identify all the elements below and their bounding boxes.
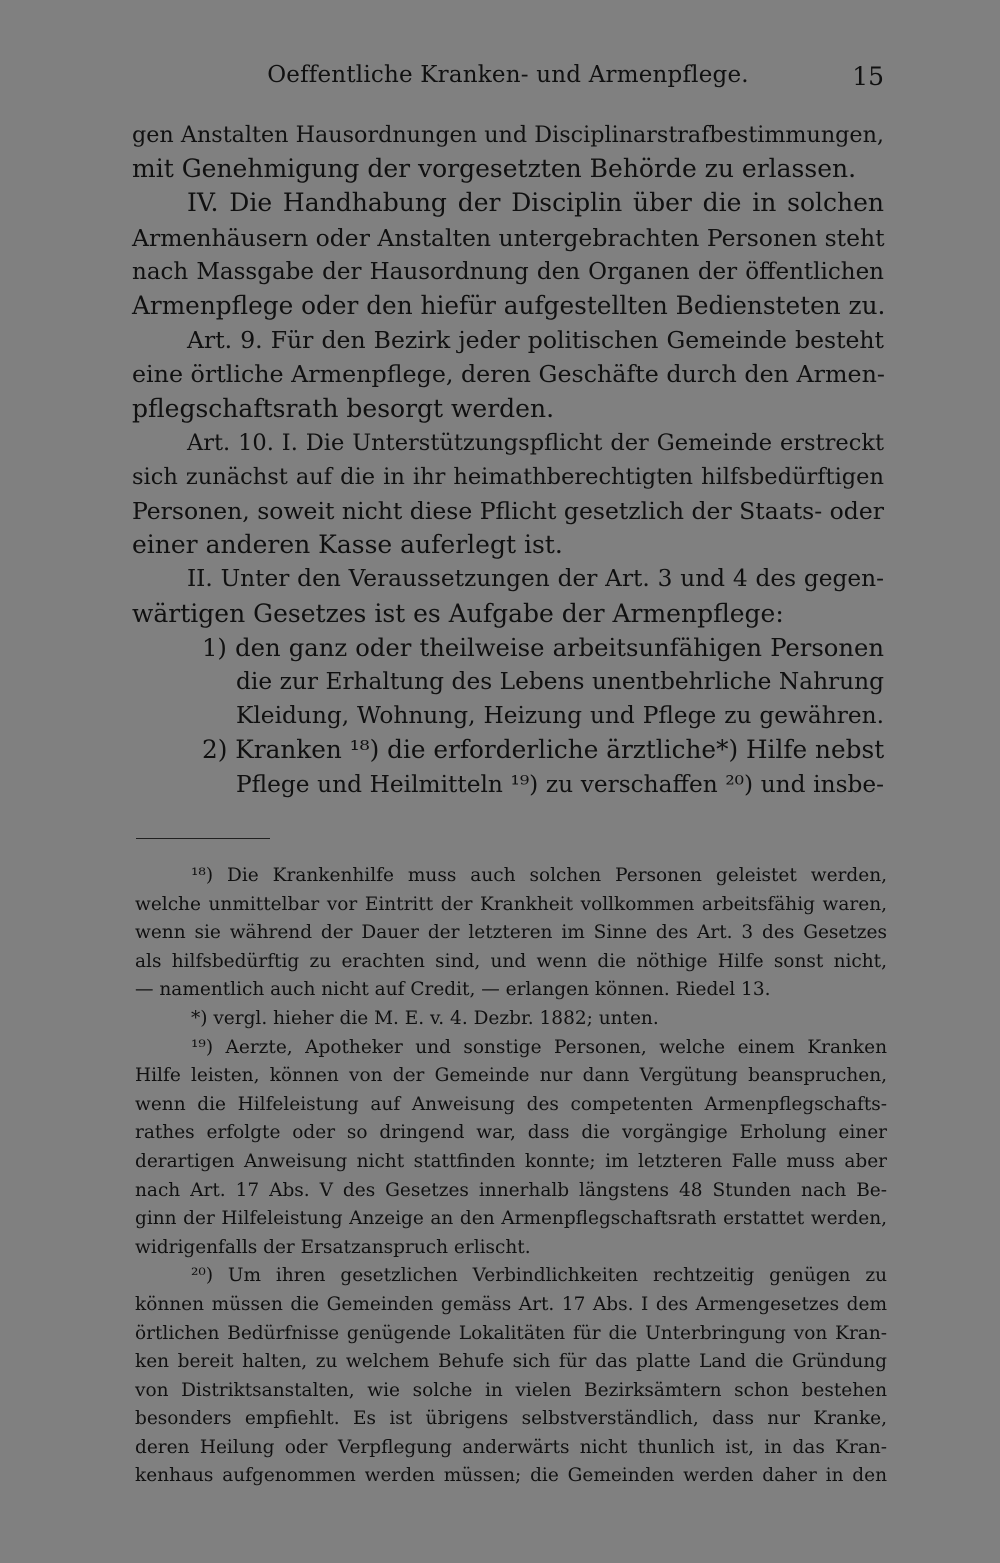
text-line: Armenhäusern oder Anstalten untergebrachten Personen steht [132,223,885,252]
footnote-line: ¹⁹) Aerzte, Apotheker und sonstige Personen, welche einem Kranken [191,1036,887,1058]
footnote-line: *) vergl. hieher die M. E. v. 4. Dezbr. 1882; unten. [191,1007,659,1029]
text-line: Art. 9. Für den Bezirk jeder politischen Gemeinde besteht [187,326,884,355]
text-line: sich zunächst auf die in ihr heimathberechtigten hilfsbedürftigen [132,463,884,490]
text-line: eine örtliche Armenpflege, deren Geschäfte durch den Armen- [132,360,885,389]
footnote-line: ginn der Hilfeleistung Anzeige an den Armenpflegschaftsrath erstattet werden, [135,1208,887,1230]
text-line: II. Unter den Veraussetzungen der Art. 3 und 4 des gegen- [187,565,884,593]
footnote-line: rathes erfolgte oder so dringend war, dass die vorgängige Erholung einer [135,1122,887,1144]
footnote-line: deren Heilung oder Verpflegung anderwärts nicht thunlich ist, in das Kran- [135,1436,887,1458]
list-item-line: Kleidung, Wohnung, Heizung und Pflege zu gewähren. [236,702,884,730]
list-item-line: 1) den ganz oder theilweise arbeitsunfähigen Personen [202,632,884,662]
footnote-line: Hilfe leisten, können von der Gemeinde nur dann Vergütung beanspruchen, [135,1065,887,1087]
footnote-line: — namentlich auch nicht auf Credit, — erlangen können. Riedel 13. [135,979,771,1001]
footnote-line: kenhaus aufgenommen werden müssen; die Gemeinden werden daher in den [135,1465,887,1487]
footnote-line: wenn die Hilfeleistung auf Anweisung des competenten Armenpflegschafts- [135,1093,887,1115]
footnote-line: derartigen Anweisung nicht stattfinden konnte; im letzteren Falle muss aber [135,1150,887,1172]
footnote-line: ken bereit halten, zu welchem Behufe sich für das platte Land die Gründung [135,1351,887,1373]
text-line: Armenpflege oder den hiefür aufgestellten Bediensteten zu. [132,290,886,320]
main-text [132,118,884,802]
footnote-line: örtlichen Bedürfnisse genügende Lokalitäten für die Unterbringung von Kran- [135,1322,887,1344]
footnote-line: ²⁰) Um ihren gesetzlichen Verbindlichkeiten rechtzeitig genügen zu [191,1265,887,1287]
text-line: nach Massgabe der Hausordnung den Organen der öffentlichen [132,258,884,285]
footnote-line: welche unmittelbar vor Eintritt der Krankheit vollkommen arbeitsfähig waren, [135,893,887,915]
list-item-line: die zur Erhaltung des Lebens unentbehrliche Nahrung [236,668,884,695]
page-number: 15 [852,62,884,91]
footnote-separator [136,838,270,839]
list-item-line: Pflege und Heilmitteln ¹⁹) zu verschaffen ²⁰) und insbe- [236,770,884,798]
text-line: mit Genehmigung der vorgesetzten Behörde zu erlassen. [132,154,857,184]
text-line: einer anderen Kasse auferlegt ist. [132,530,563,560]
footnote-line: können müssen die Gemeinden gemäss Art. 17 Abs. I des Armengesetzes dem [135,1293,887,1315]
footnote-line: widrigenfalls der Ersatzanspruch erlischt. [135,1236,531,1258]
running-title: Oeffentliche Kranken- und Armenpflege. [267,62,749,88]
text-line: gen Anstalten Hausordnungen und Disciplinarstrafbestimmungen, [132,122,884,148]
page-header [132,62,884,102]
footnote-line: ¹⁸) Die Krankenhilfe muss auch solchen Personen geleistet werden, [191,865,887,886]
text-line: IV. Die Handhabung der Disciplin über die in solchen [187,188,884,218]
text-line: wärtigen Gesetzes ist es Aufgabe der Armenpflege: [132,598,784,628]
text-line: Art. 10. I. Die Unterstützungspflicht der Gemeinde erstreckt [187,429,884,456]
footnote-line: nach Art. 17 Abs. V des Gesetzes innerhalb längstens 48 Stunden nach Be- [135,1179,887,1201]
footnote-line: als hilfsbedürftig zu erachten sind, und wenn die nöthige Hilfe sonst nicht, [135,950,887,972]
text-line: Personen, soweit nicht diese Pflicht gesetzlich der Staats- oder [132,497,884,526]
footnote-line: wenn sie während der Dauer der letzteren im Sinne des Art. 3 des Gesetzes [135,922,887,944]
footnote-line: besonders empfiehlt. Es ist übrigens selbstverständlich, dass nur Kranke, [135,1408,887,1430]
footnotes [135,862,887,1491]
footnote-line: von Distriktsanstalten, wie solche in vielen Bezirksämtern schon bestehen [135,1379,887,1401]
list-item-line: 2) Kranken ¹⁸) die erforderliche ärztliche*) Hilfe nebst [202,735,885,765]
text-line: pflegschaftsrath besorgt werden. [132,393,555,423]
